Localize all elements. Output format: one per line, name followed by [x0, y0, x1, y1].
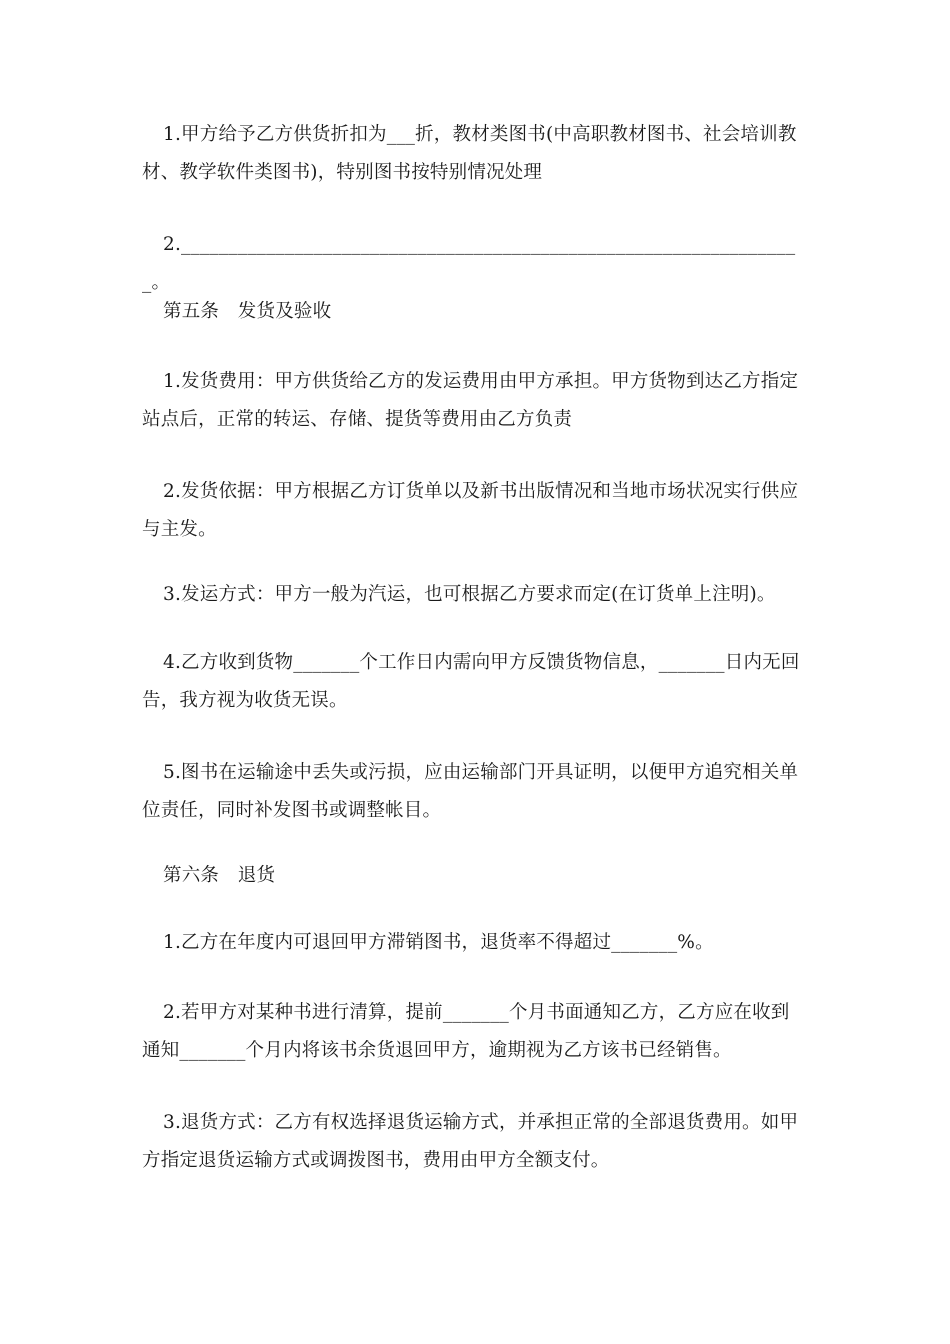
clause-5-item-5: 5.图书在运输途中丢失或污损，应由运输部门开具证明，以便甲方追究相关单位责任，同时补发图书或调整帐目。	[142, 762, 799, 821]
clause-6-item-2: 2.若甲方对某种书进行清算，提前_______个月书面通知乙方，乙方应在收到通知_______个月内将该书余货退回甲方，逾期视为乙方该书已经销售。	[142, 1002, 790, 1061]
clause-4-item-2: 2.__________________________________________________________________。	[142, 234, 796, 293]
clause-6-item-1: 1.乙方在年度内可退回甲方滞销图书，退货率不得超过_______%。	[163, 932, 714, 953]
clause-6-item-3: 3.退货方式：乙方有权选择退货运输方式，并承担正常的全部退货费用。如甲方指定退货运输方式或调拨图书，费用由甲方全额支付。	[142, 1112, 799, 1171]
clause-5-item-3: 3.发运方式：甲方一般为汽运，也可根据乙方要求而定(在订货单上注明)。	[163, 584, 776, 605]
clause-5-item-4: 4.乙方收到货物_______个工作日内需向甲方反馈货物信息，_______日内无回告，我方视为收货无误。	[142, 652, 800, 711]
clause-5-heading: 第五条 发货及验收	[163, 301, 332, 322]
clause-6-heading: 第六条 退货	[163, 865, 276, 886]
clause-5-item-1: 1.发货费用：甲方供货给乙方的发运费用由甲方承担。甲方货物到达乙方指定站点后，正常的转运、存储、提货等费用由乙方负责	[142, 371, 799, 430]
clause-5-item-2: 2.发货依据：甲方根据乙方订货单以及新书出版情况和当地市场状况实行供应与主发。	[142, 481, 799, 540]
clause-4-item-1: 1.甲方给予乙方供货折扣为___折，教材类图书(中高职教材图书、社会培训教材、教学软件类图书)，特别图书按特别情况处理	[142, 124, 797, 183]
